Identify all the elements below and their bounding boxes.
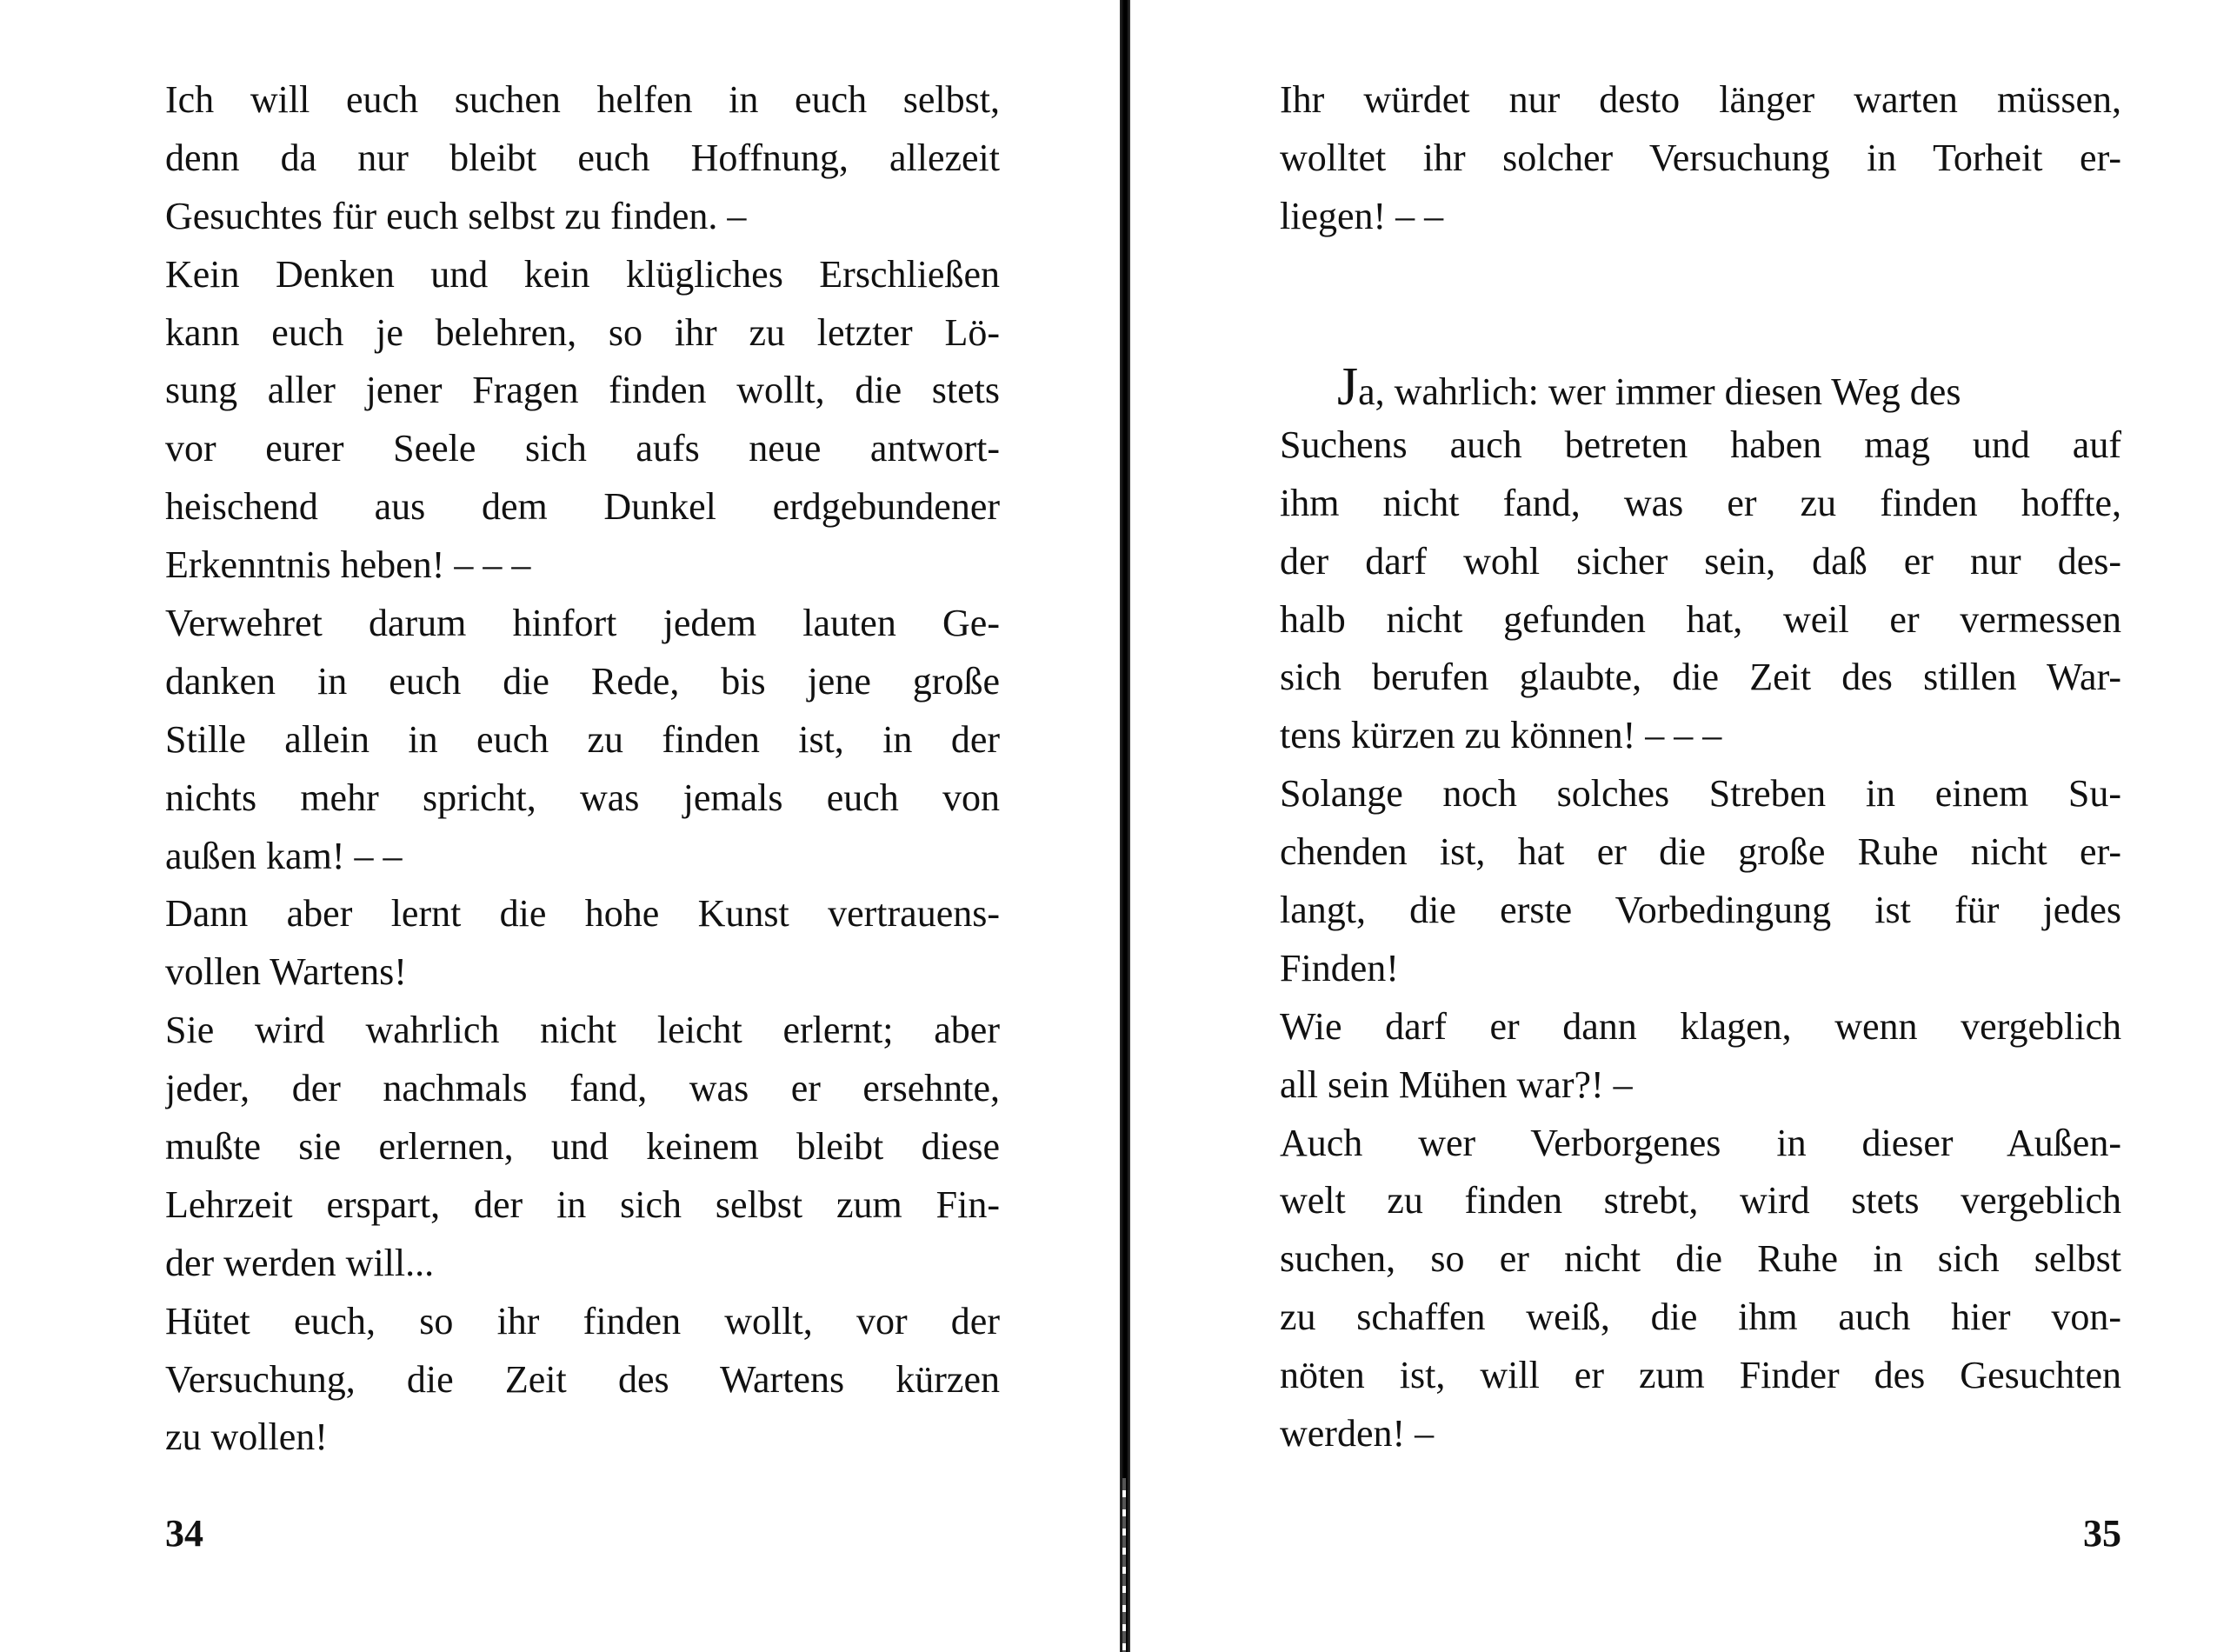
text-line: Ich will euch suchen helfen in euch selbst,: [165, 78, 1000, 121]
text-line: Wie darf er dann klagen, wenn vergeblich: [1280, 1004, 2121, 1048]
text-line: vor eurer Seele sich aufs neue antwort-: [165, 427, 1000, 470]
text-line: Verwehret darum hinfort jedem lauten Ge-: [165, 602, 1000, 645]
text-line: langt, die erste Vorbedingung ist für jedes: [1280, 889, 2121, 932]
text-line: Sie wird wahrlich nicht leicht erlernt; aber: [165, 1009, 1000, 1052]
text-line: liegen! – –: [1280, 194, 1444, 237]
text-line: Finden!: [1280, 946, 1399, 989]
text-line: Hütet euch, so ihr finden wollt, vor der: [165, 1299, 1000, 1342]
first-line-text: a, wahrlich: wer immer diesen Weg des: [1358, 370, 1961, 413]
text-line: danken in euch die Rede, bis jene große: [165, 659, 1000, 703]
text-line: Gesuchtes für euch selbst zu finden. –: [165, 194, 747, 237]
text-line: zu wollen!: [165, 1416, 328, 1459]
text-line: werden! –: [1280, 1412, 1435, 1455]
text-line: jeder, der nachmals fand, was er ersehnte,: [165, 1067, 1000, 1110]
text-line: ihm nicht fand, was er zu finden hoffte,: [1280, 481, 2121, 524]
text-line: der darf wohl sicher sein, daß er nur des-: [1280, 539, 2121, 583]
page-number-left: 34: [165, 1512, 203, 1555]
text-line: zu schaffen weiß, die ihm auch hier von-: [1280, 1296, 2121, 1339]
text-line: denn da nur bleibt euch Hoffnung, allezeit: [165, 136, 1000, 179]
text-line: Auch wer Verborgenes in dieser Außen-: [1280, 1121, 2121, 1164]
text-line-with-initial: [1280, 358, 2121, 416]
right-page: [1139, 0, 2217, 1652]
text-line: Stille allein in euch zu finden ist, in der: [165, 717, 1000, 761]
text-line: nichts mehr spricht, was jemals euch von: [165, 776, 1000, 819]
text-line: Lehrzeit erspart, der in sich selbst zum Fin-: [165, 1182, 1000, 1226]
left-page-body: [165, 71, 1000, 1467]
text-line: Erkenntnis heben! – – –: [165, 543, 531, 587]
text-line: wolltet ihr solcher Versuchung in Torheit er-: [1280, 136, 2121, 179]
text-line: mußte sie erlernen, und keinem bleibt diese: [165, 1125, 1000, 1169]
text-line: chenden ist, hat er die große Ruhe nicht er-: [1280, 830, 2121, 874]
right-page-top-paragraph: [1280, 71, 2121, 246]
text-line: sich berufen glaubte, die Zeit des stillen War-: [1280, 656, 2121, 699]
text-line: Solange noch solches Streben in einem Su-: [1280, 772, 2121, 816]
text-line: Ihr würdet nur desto länger warten müssen,: [1280, 78, 2121, 121]
book-gutter: [1120, 0, 1130, 1652]
text-line: Suchens auch betreten haben mag und auf: [1280, 423, 2121, 466]
drop-initial: J: [1337, 357, 1359, 416]
page-number-right: 35: [2083, 1512, 2121, 1555]
text-line: welt zu finden strebt, wird stets vergeblich: [1280, 1179, 2121, 1222]
text-line: Kein Denken und kein klügliches Erschließen: [165, 252, 1000, 296]
text-line: Dann aber lernt die hohe Kunst vertrauens-: [165, 892, 1000, 936]
right-page-body: [1280, 358, 2121, 1463]
text-line: heischend aus dem Dunkel erdgebundener: [165, 485, 1000, 529]
text-line: außen kam! – –: [165, 834, 403, 877]
text-line: suchen, so er nicht die Ruhe in sich selbst: [1280, 1237, 2121, 1281]
text-line: vollen Wartens!: [165, 950, 407, 994]
text-line: kann euch je belehren, so ihr zu letzter Lö-: [165, 310, 1000, 354]
text-line: nöten ist, will er zum Finder des Gesuchten: [1280, 1354, 2121, 1397]
text-line: sung aller jener Fragen finden wollt, die stets: [165, 369, 1000, 412]
text-line: Versuchung, die Zeit des Wartens kürzen: [165, 1357, 1000, 1401]
text-line: der werden will...: [165, 1241, 435, 1284]
text-line: halb nicht gefunden hat, weil er vermessen: [1280, 597, 2121, 641]
text-line: all sein Mühen war?! –: [1280, 1062, 1633, 1106]
text-line: tens kürzen zu können! – – –: [1280, 714, 1722, 757]
